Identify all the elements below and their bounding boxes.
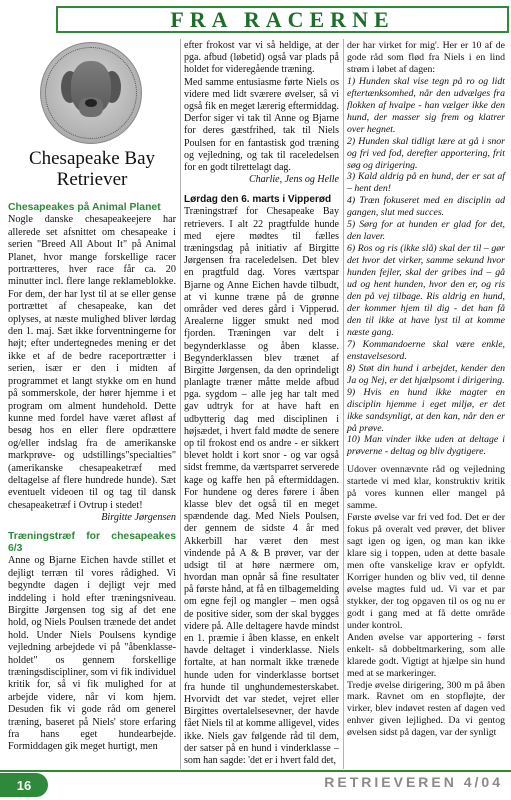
column-2 [184,40,339,767]
tip-item: 5) Sørg for at hunden er glad for det, den laver. [347,219,505,243]
dog-head-logo [40,42,142,144]
tip-item: 6) Ros og ris (ikke slå) skal der til – gør det hvor det virker, samme sekund hvor hunden fejler, skal der gribes ind – gå ud og hent hunden, hvor den er, og ris den på vej tilbage. Ris aldrig en hund, der kommer hjem til dig - det han få den til ikke at have lyst til at komme næste gang. [347,243,505,338]
tip-item: 2) Hunden skal tidligt lære at gå i snor og fri ved fod, derefter apportering, frit søg og dirigering. [347,135,505,171]
tip-item: 10) Man vinder ikke uden at deltage i prøverne - deltag og bliv dygtigere. [347,434,505,458]
article-body-animal-planet: Nogle danske chesapeakeejere har allerede set afsnittet om chesapeake i serien "Breed All About It" på Animal Planet, hvor mange forskellige racer portrætteres, hver race får ca. 20 minutter incl. flere lange reklameblokke. For dem, der har lyst til at se eller gense portrættet af chesapeake, kan det oplyses, at næste mulighed bliver lørdag den 1. maj. Sæt ikke forventningerne for højt; efter undertegnedes mening er det ikke et af de bedre raceportrætter i serien, især er den i midten af programmet et langt stykke om en hund på sommerskole, der hører hjemme i et program om alment hundehold. Dette kunne med fordel have været afløst af besøg hos en eller flere opdrættere og/eller indslag fra de amerikanske markprøve- og udstillings"specialties" (amerikanske chesapeaketræf med deltagelse af flere hundrede hunde). Sæt eventuelt videoen til og tag til dansk chesapeaketræf i Ovtrup i stedet! [8,214,176,511]
paragraph: Derfor siger vi tak til Anne og Bjarne for deres gæstfrihed, tak til Niels Poulsen for en fantastisk god træning og vejledning, og tak til raceledelsen for en godt tilrettelagt dag. [184,113,339,173]
page-number: 16 [16,777,32,793]
section-banner [56,6,509,33]
section-title: FRA RACERNE [170,6,395,32]
signature-charlie: Charlie, Jens og Helle [249,174,339,186]
column-1 [8,202,176,754]
tip-item: 8) Støt din hund i arbejdet, kender den Ja og Nej, er det hjælpsomt i dirigering. [347,362,505,386]
article-heading-traeningstraef: Træningstræf for chesapeakes 6/3 [8,530,176,554]
paragraph: efter frokost var vi så heldige, at der pga. afbud (løbetid) også var plads på holdet for videregående træning. [184,40,339,76]
column-3 [347,40,505,739]
column-divider [180,39,181,769]
breed-title: Chesapeake Bay Retriever [28,148,156,190]
article-body-traeningstraef: Anne og Bjarne Eichen havde stillet et dejligt terræn til vores rådighed. Vi begyndte dagen i dejligt vejr med inddeling i hold efter træningsniveau. Birgitte Jørgensen tog sig af det ene hold, og Niels Poulsen trænede det andet hold. Under Niels Poulsens kyndige vejledning arbejdede vi på "åbenklasse-holdet" os gennem forskellige træningsdiscipliner, som vi fik individuel kritik for, så vi fik mulighed for at arbejde videre, når vi kom hjem. Desuden fik vi gode råd om generel træning, baseret på Niels' store erfaring fra hans eget hundearbejde. Formiddagen gik meget hurtigt, men [8,555,176,753]
article-heading-animal-planet: Chesapeakes på Animal Planet [8,202,161,213]
paragraph: Anden øvelse var apportering - først enkelt- så dobbeltmarkering, som alle klarede godt. Vigtigt at hjælpe sin hund med at se markeringer. [347,631,505,679]
tip-item: 7) Kommandoerne skal være enkle, enstavelsesord. [347,338,505,362]
paragraph: der har virket for mig'. Her er 10 af de gode råd som flød fra Niels i en lind strøm i løbet af dagen: [347,40,505,75]
page-number-badge [0,773,48,797]
paragraph: Med samme entusiasme førte Niels os videre med lidt sværere øvelser, så vi også fik en meget lærerig eftermiddag. [184,76,339,112]
article-heading-vipperod: Lørdag den 6. marts i Vipperød [184,194,332,206]
article-body-vipperod: Træningstræf for Chesapeake Bay retrievers. I alt 22 pragtfulde hunde med ejere mødtes til fælles træningsdag på initiativ af Birgitte Jørgensen fra raceledelsen. Det blev en pragtfuld dag. Vores værtspar Bjarne og Anne Eichen havde tilbudt, at vi kunne træne på de grønne områder ved deres gård i Vipperød. Arealerne ligger smukt ned mod fjorden. Træningen var delt i begynderklasse og åben klasse. Begynderklassen blev trænet af Birgitte Jørgensen, da den oprindeligt planlagte træner måtte melde afbud pga. sygdom – alle jeg har talt med gav udtryk for at have haft en udbytterig dag med disciplinen i højsædet, i hvert fald mødte de senere op til frokost end os andre - er sikkert blevet holdt i kort snor - og var også sidst fremme, da værtsparret serverede kage og kaffe hen på eftermiddagen. For hundene og deres førere i åben klasse blev det også til en meget spændende dag. Med Niels Poulsen, der gennem de sidste 4 år med Akkerbill har været den mest vindende på A & B prøver, var der udsigt til at høre nærmere om, hvordan man opnår så fine resultater på første hånd, at få en tilbagemelding om egne fejl og mangler – men også de positive sider, som der skal bygges videre på. Alle deltagere havde mindst en 1. præmie i åben klasse, en enkelt havde deltaget i vinderklasse. Niels fortalte, at han normalt ikke trænede hunde uden for vinderklasse bortset fra hunde til unghundemesterskabet. Hvorvidt det var stedet, vejret eller Birgittes overtalelsesevner, der havde fået Niels til at komme alligevel, vides ikke. Niels gav følgende råd til dem, der satser på en hund i vinderklasse – som han sagde: 'det er i hvert fald det, [184,206,339,766]
paragraph: Første øvelse var fri ved fod. Det er der fokus på overalt ved prøver, det bliver sagt igen og igen, og man kan ikke klare sig i toppen, uden at dette basale men ofte vanskelige krav er opfyldt. Korriger hunden og bliv ved, til denne øvelse magtes fuld ud. Vi var et par stykker, der tog opgaven til os og nu er godt i gang med at få dette område under kontrol. [347,512,505,631]
tip-item: 3) Kald aldrig på en hund, der er sat af – hent den! [347,171,505,195]
tip-item: 9) Hvis en hund ikke magter en disciplin hjemme i eget miljø, er det ikke sandsynligt, at den kan, når den er på prøve. [347,386,505,434]
tip-item: 1) Hunden skal vise tegn på ro og lidt eftertænksomhed, når den udvælges fra flokken af hvalpe - han vælger ikke den hund, der masser sig frem og klatrer over hegnet. [347,75,505,135]
footer-rule [0,770,511,772]
tip-item: 4) Træn fokuseret med en disciplin ad gangen, slut med succes. [347,195,505,219]
signature-birgitte: Birgitte Jørgensen [101,512,176,524]
publication-footer: RETRIEVEREN 4/04 [324,774,503,790]
column-divider [343,39,344,769]
paragraph: Udover ovennævnte råd og vejledning startede vi med klar, konstruktiv kritik på vores kunnen eller mangel på samme. [347,464,505,512]
paragraph: Tredje øvelse dirigering, 300 m på åben mark. Ravnet om en stopfløjte, der virker, blev indøvet resten af dagen ved enhver given lejlighed. Da vi gentog øvelsen sidst på dagen, var der synligt [347,679,505,739]
